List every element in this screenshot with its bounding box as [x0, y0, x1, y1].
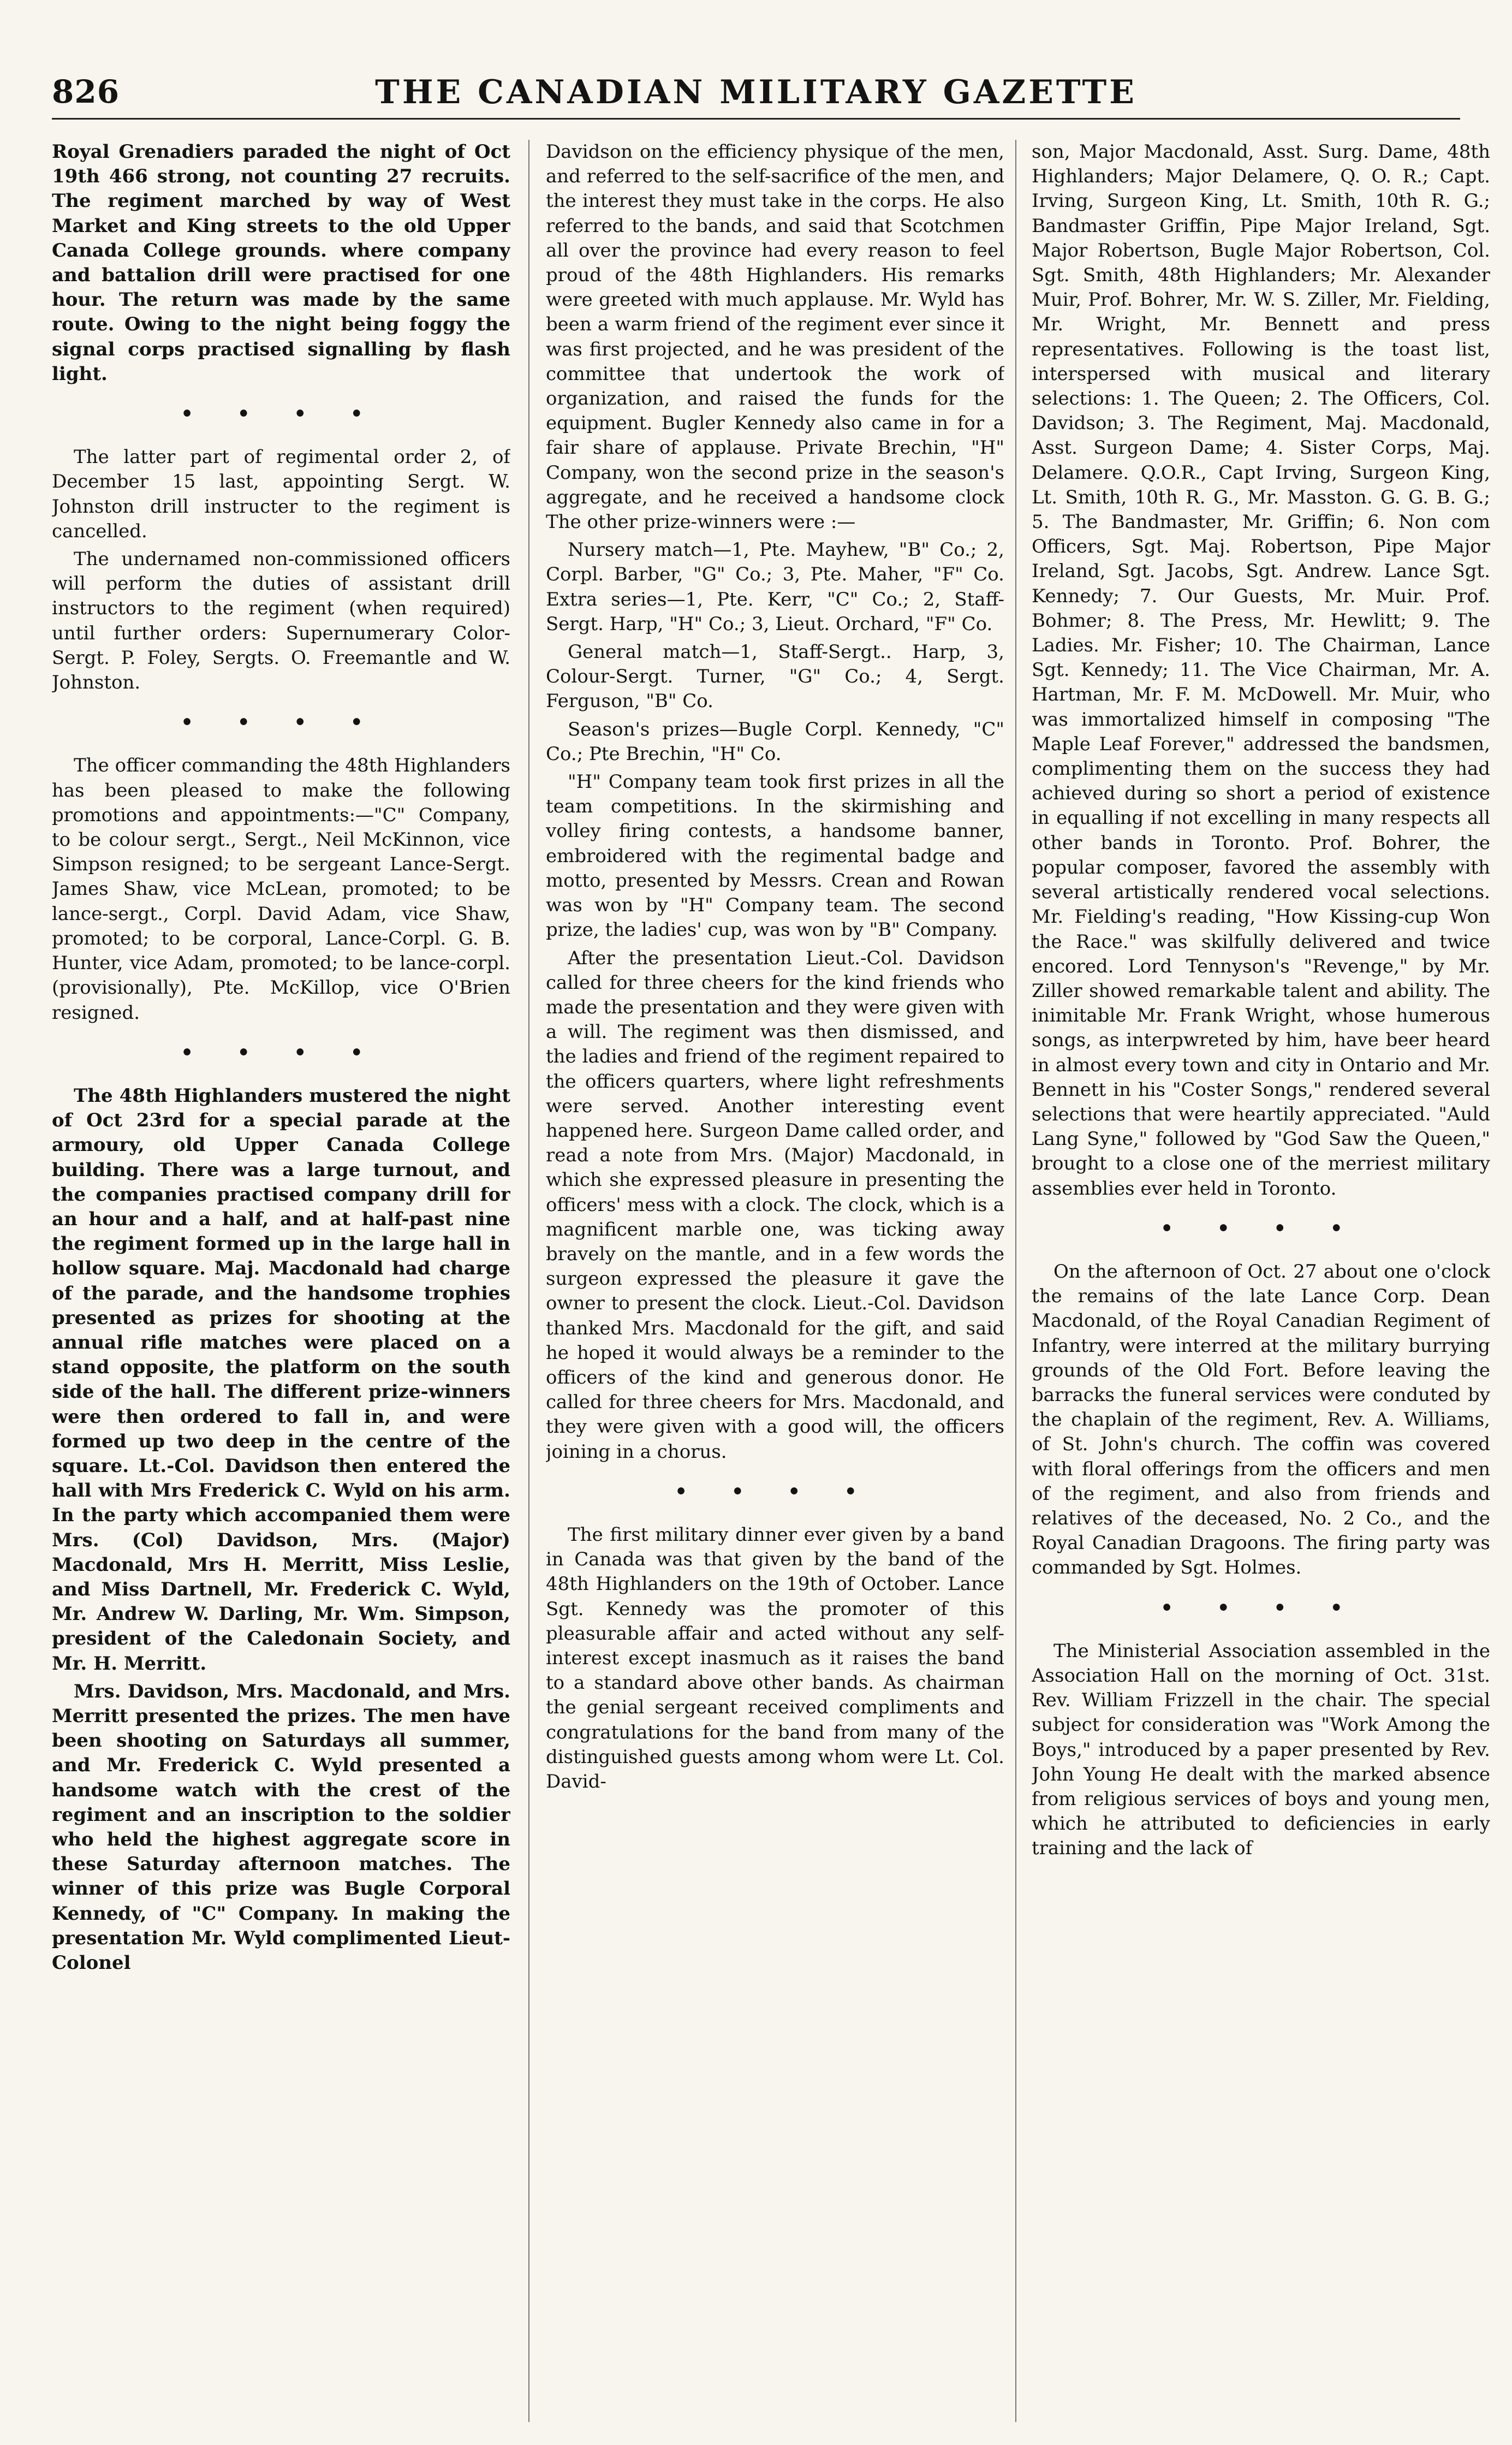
column-2	[546, 140, 1004, 2428]
article-band-dinner: The first military dinner ever given by a band in Canada was that given by the band of the 48th Highlanders on the 19th of October. Lance Sgt. Kennedy was the promoter of this pleasurable affair and acted without any self-interest except inasmuch as it raises the band to a standard above other bands. As chairman the genial sergeant received compliments and congratulations for the band from many of the distinguished guests among whom were Lt. Col. David-	[546, 1523, 1004, 1793]
section-separator: • • • •	[181, 1041, 382, 1064]
article-prize-presentation: Mrs. Davidson, Mrs. Macdonald, and Mrs. Merritt presented the prizes. The men have been shooting on Saturdays all summer, and Mr. Frederick C. Wyld presented a handsome watch with the crest of the regiment and an inscription to the soldier who held the highest aggregate score in these Saturday afternoon matches. The winner of this prize was Bugle Corporal Kennedy, of "C" Company. In making the presentation Mr. Wyld complimented Lieut-Colonel	[52, 1680, 510, 1974]
column-1	[52, 140, 510, 2428]
article-grenadiers-parade: Royal Grenadiers paraded the night of Oct 19th 466 strong, not counting 27 recruits. The regiment marched by way of West Market and King streets to the old Upper Canada College grounds. where company and battalion drill were practised for one hour. The return was made by the same route. Owing to the night being foggy the signal corps practised signalling by flash light.	[52, 141, 510, 385]
section-separator: • • • •	[675, 1480, 876, 1503]
column-3	[1032, 140, 1490, 2428]
section-separator: • • • •	[181, 711, 382, 734]
column-divider	[1015, 140, 1016, 2422]
prize-list-general: General match—1, Staff-Sergt.. Harp, 3, Colour-Sergt. Turner, "G" Co.; 4, Sergt. Ferguson, "B" Co.	[546, 641, 1004, 713]
section-separator: • • • •	[1160, 1596, 1361, 1619]
article-ministerial-association: The Ministerial Association assembled in the Association Hall on the morning of Oct. 31st. Rev. William Frizzell in the chair. The special subject for consideration was "Work Among the Boys," introduced by a paper presented by Rev. John Young He dealt with the marked absence from religious services of boys and young men, which he attributed to deficiencies in early training and the lack of	[1032, 1640, 1490, 1860]
article-drill-instructors: The undernamed non-commissioned officers will perform the duties of assistant drill instructors to the regiment (when required) until further orders: Supernumerary Color-Sergt. P. Foley, Sergts. O. Freemantle and W. Johnston.	[52, 548, 510, 694]
article-funeral: On the afternoon of Oct. 27 about one o'clock the remains of the late Lance Corp. Dean Macdonald, of the Royal Canadian Regiment of Infantry, were interred at the military burrying grounds of the Old Fort. Before leaving the barracks the funeral services were conduted by the chaplain of the regiment, Rev. A. Williams, of St. John's church. The coffin was covered with floral offerings from the officers and men of the regiment, and also from friends and relatives of the deceased, No. 2 Co., and the Royal Canadian Dragoons. The firing party was commanded by Sgt. Holmes.	[1032, 1260, 1490, 1579]
article-clock-presentation: After the presentation Lieut.-Col. Davidson called for three cheers for the kind friends who made the presentation and they were given with a will. The regiment was then dismissed, and the ladies and friend of the regiment repaired to the officers quarters, where light refreshments were served. Another interesting event happened here. Surgeon Dame called order, and read a note from Mrs. (Major) Macdonald, in which she expressed pleasure in presenting the officers' mess with a clock. The clock, which is a magnificent marble one, was ticking away bravely on the mantle, and in a few words the surgeon expressed the pleasure it gave the owner to present the clock. Lieut.-Col. Davidson thanked Mrs. Macdonald for the gift, and said he hoped it would always be a reminder to the officers of the kind and generous donor. He called for three cheers for Mrs. Macdonald, and they were given with a good will, the officers joining in a chorus.	[546, 947, 1004, 1463]
article-48th-special-parade: The 48th Highlanders mustered the night of Oct 23rd for a special parade at the armoury, old Upper Canada College building. There was a large turnout, and the companies practised company drill for an hour and a half, and at half-past nine the regiment formed up in the large hall in hollow square. Maj. Macdonald had charge of the parade, and the handsome trophies presented as prizes for shooting at the annual rifle matches were placed on a stand opposite, the platform on the south side of the hall. The different prize-winners were then ordered to fall in, and were formed up two deep in the centre of the square. Lt.-Col. Davidson then entered the hall with Mrs Frederick C. Wyld on his arm. In the party which accompanied them were Mrs. (Col) Davidson, Mrs. (Major) Macdonald, Mrs H. Merritt, Miss Leslie, and Miss Dartnell, Mr. Frederick C. Wyld, Mr. Andrew W. Darling, Mr. Wm. Simpson, president of the Caledonain Society, and Mr. H. Merritt.	[52, 1084, 510, 1675]
column-divider	[528, 140, 529, 2422]
prize-list-season: Season's prizes—Bugle Corpl. Kennedy, "C" Co.; Pte Brechin, "H" Co.	[546, 718, 1004, 765]
page-number: 826	[52, 73, 120, 110]
masthead-rule	[52, 118, 1460, 120]
prize-list-nursery: Nursery match—1, Pte. Mayhew, "B" Co.; 2, Corpl. Barber, "G" Co.; 3, Pte. Maher, "F" Co. Extra series—1, Pte. Kerr, "C" Co.; 2, Staff-Sergt. Harp, "H" Co.; 3, Lieut. Orchard, "F" Co.	[546, 539, 1004, 635]
publication-title: THE CANADIAN MILITARY GAZETTE	[375, 73, 1137, 111]
section-separator: • • • •	[1160, 1216, 1361, 1240]
masthead	[52, 66, 1460, 120]
section-separator: • • • •	[181, 402, 382, 426]
article-team-competitions: "H" Company team took first prizes in all the team competitions. In the skirmishing and volley firing contests, a handsome banner, embroidered with the regimental badge and motto, presented by Messrs. Crean and Rowan was won by "H" Company team. The second prize, the ladies' cup, was won by "B" Company.	[546, 771, 1004, 941]
article-toast-list: son, Major Macdonald, Asst. Surg. Dame, 48th Highlanders; Major Delamere, Q. O. R.; Capt. Irving, Surgeon King, Lt. Smith, 10th R. G.; Bandmaster Griffin, Pipe Major Ireland, Sgt. Major Robertson, Bugle Major Robertson, Col. Sgt. Smith, 48th Highlanders; Mr. Alexander Muir, Prof. Bohrer, Mr. W. S. Ziller, Mr. Fielding, Mr. Wright, Mr. Bennett and press representatives. Following is the toast list, interspersed with musical and literary selections: 1. The Queen; 2. The Officers, Col. Davidson; 3. The Regiment, Maj. Macdonald, Asst. Surgeon Dame; 4. Sister Corps, Maj. Delamere. Q.O.R., Capt Irving, Surgeon King, Lt. Smith, 10th R. G., Mr. Masston. G. G. B. G.; 5. The Bandmaster, Mr. Griffin; 6. Non com Officers, Sgt. Maj. Robertson, Pipe Major Ireland, Sgt. Jacobs, Sgt. Andrew. Lance Sgt. Kennedy; 7. Our Guests, Mr. Muir. Prof. Bohmer; 8. The Press, Mr. Hewlitt; 9. The Ladies. Mr. Fisher; 10. The Chairman, Lance Sgt. Kennedy; 11. The Vice Chairman, Mr. A. Hartman, Mr. F. M. McDowell. Mr. Muir, who was immortalized himself in composing "The Maple Leaf Forever," addressed the bandsmen, complimenting them on the success they had achieved during so short a period of existence in equalling if not excelling in many respects all other bands in Toronto. Prof. Bohrer, the popular composer, favored the assembly with several artistically rendered vocal selections. Mr. Fielding's reading, "How Kissing-cup Won the Race." was skilfully delivered and twice encored. Lord Tennyson's "Revenge," by Mr. Ziller showed remarkable talent and ability. The inimitable Mr. Frank Wright, whose humerous songs, as interpwreted by him, have beer heard in almost every town and city in Ontario and Mr. Bennett in his "Coster Songs," rendered several selections that were heartily appreciated. "Auld Lang Syne," followed by "God Saw the Queen," brought to a close one of the merriest military assemblies ever held in Toronto.	[1032, 141, 1490, 1200]
article-promotions: The officer commanding the 48th Highlanders has been pleased to make the following promotions and appointments:—"C" Company, to be colour sergt., Sergt., Neil McKinnon, vice Simpson resigned; to be sergeant Lance-Sergt. James Shaw, vice McLean, promoted; to be lance-sergt., Corpl. David Adam, vice Shaw, promoted; to be corporal, Lance-Corpl. G. B. Hunter, vice Adam, promoted; to be lance-corpl. (provisionally), Pte. McKillop, vice O'Brien resigned.	[52, 755, 510, 1024]
article-continuation: Davidson on the efficiency physique of the men, and referred to the self-sacrifice of the men, and the interest they must take in the corps. He also referred to the bands, and said that Scotchmen all over the province had every reason to feel proud of the 48th Highlanders. His remarks were greeted with much applause. Mr. Wyld has been a warm friend of the regiment ever since it was first projected, and he was president of the committee that undertook the work of organization, and raised the funds for the equipment. Bugler Kennedy also came in for a fair share of applause. Private Brechin, "H" Company, won the second prize in the season's aggregate, and he received a handsome clock The other prize-winners were :—	[546, 141, 1004, 533]
article-regimental-order: The latter part of regimental order 2, of December 15 last, appointing Sergt. W. Johnston drill instructer to the regiment is cancelled.	[52, 446, 510, 542]
